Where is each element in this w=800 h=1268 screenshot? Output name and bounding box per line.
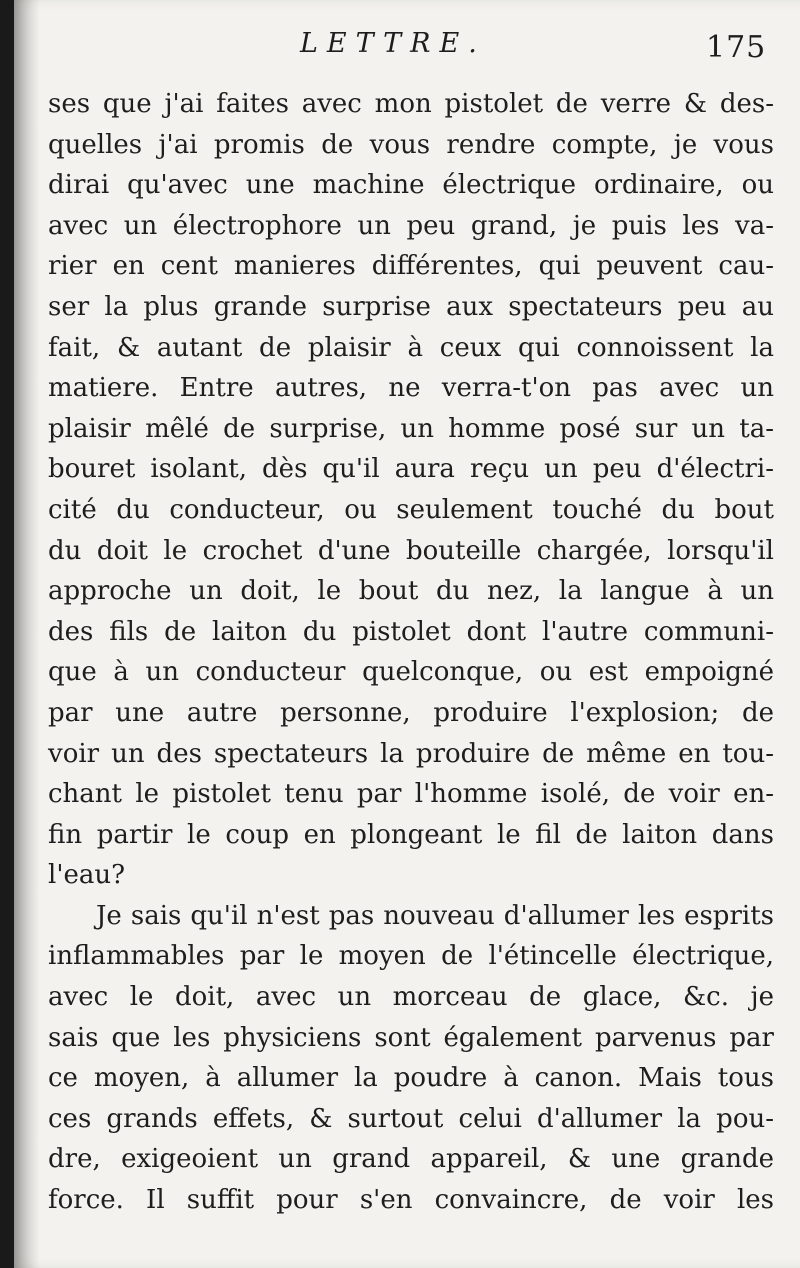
page-gutter-shadow: [14, 0, 40, 1268]
text-line: avec le doit, avec un morceau de glace, &c. je: [48, 982, 774, 1013]
text-line: voir un des spectateurs la produire de même en tou-: [48, 738, 774, 769]
text-line: approche un doit, le bout du nez, la langue à un: [48, 576, 774, 607]
text-line: dirai qu'avec une machine électrique ordinaire, ou: [48, 170, 774, 201]
text-line: chant le pistolet tenu par l'homme isolé, de voir en-: [48, 779, 774, 810]
text-line: quelles j'ai promis de vous rendre compte, je vous: [48, 129, 774, 160]
page-header: [14, 26, 800, 66]
text-line: ce moyen, à allumer la poudre à canon. Mais tous: [48, 1063, 774, 1094]
text-line: par une autre personne, produire l'explosion; de: [48, 697, 774, 728]
text-line: plaisir mêlé de surprise, un homme posé sur un ta-: [48, 413, 774, 444]
text-line: fin partir le coup en plongeant le fil de laiton dans: [48, 819, 774, 850]
text-line: avec un électrophore un peu grand, je puis les va-: [48, 210, 774, 241]
text-line: du doit le crochet d'une bouteille chargée, lorsqu'il: [48, 535, 774, 566]
book-page: [14, 0, 800, 1268]
paragraph-2: [48, 896, 774, 1221]
text-line: ses que j'ai faites avec mon pistolet de verre & des-: [48, 89, 774, 119]
text-line: Je sais qu'il n'est pas nouveau d'allumer les esprits: [96, 900, 774, 931]
running-title: LETTRE.: [300, 28, 486, 59]
text-line: que à un conducteur quelconque, ou est empoigné: [48, 657, 774, 688]
text-line: force. Il suffit pour s'en convaincre, de voir les: [48, 1185, 774, 1216]
text-line: dre, exigeoient un grand appareil, & une grande: [48, 1144, 774, 1175]
text-line: bouret isolant, dès qu'il aura reçu un peu d'électri-: [48, 454, 774, 485]
text-line: l'eau?: [48, 860, 126, 891]
text-line: sais que les physiciens sont également parvenus par: [48, 1022, 774, 1053]
body-text: [48, 84, 774, 1221]
text-line: inflammables par le moyen de l'étincelle électrique,: [48, 941, 774, 972]
text-line: cité du conducteur, ou seulement touché du bout: [48, 494, 774, 525]
text-line: des fils de laiton du pistolet dont l'autre communi-: [48, 616, 774, 647]
text-line: ces grands effets, & surtout celui d'allumer la pou-: [48, 1103, 774, 1134]
page-number: 175: [706, 30, 767, 65]
paragraph-1: [48, 84, 774, 896]
text-line: matiere. Entre autres, ne verra-t'on pas avec un: [48, 373, 774, 404]
text-line: rier en cent manieres différentes, qui peuvent cau-: [48, 251, 774, 282]
text-line: ser la plus grande surprise aux spectateurs peu au: [48, 291, 774, 322]
text-line: fait, & autant de plaisir à ceux qui connoissent la: [48, 332, 774, 363]
